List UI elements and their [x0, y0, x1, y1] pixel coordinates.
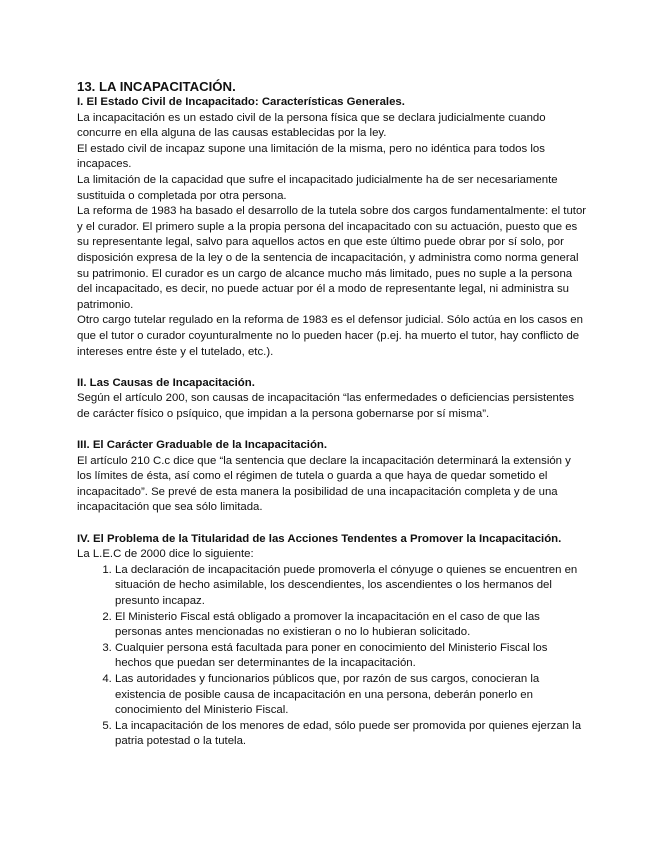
section-1-paragraph-2: El estado civil de incapaz supone una limitación de la misma, pero no idéntica para todos los incapaces. [77, 142, 545, 171]
document-title: 13. LA INCAPACITACIÓN. [77, 79, 236, 94]
list-item: 4. Las autoridades y funcionarios públicos que, por razón de sus cargos, conocieran la existencia de posible causa de incapacitación en una persona, deberán ponerlo en conocimiento del Ministerio Fiscal. [115, 672, 587, 719]
list-item: 5. La incapacitación de los menores de edad, sólo puede ser promovida por quienes ejerzan la patria potestad o la tutela. [115, 719, 587, 750]
spacer [77, 516, 587, 532]
list-item: 1. La declaración de incapacitación puede promoverla el cónyuge o quienes se encuentren en situación de hecho asimilable, los descendientes, los ascendientes o los hermanos del presunto incapaz. [115, 563, 587, 610]
section-3-heading: III. El Carácter Graduable de la Incapacitación. [77, 439, 328, 452]
section-4-intro: La L.E.C de 2000 dice lo siguiente: [77, 548, 254, 561]
spacer [77, 360, 587, 376]
section-2-paragraph-1: Según el artículo 200, son causas de incapacitación “las enfermedades o deficiencias persistentes de carácter físico o psíquico, que impidan a la persona gobernarse por sí misma”. [77, 392, 575, 420]
section-4-heading: IV. El Problema de la Titularidad de las Acciones Tendentes a Promover la Incapacitación. [77, 532, 562, 545]
section-1-heading: I. El Estado Civil de Incapacitado: Características Generales. [77, 96, 405, 108]
list-item: 2. El Ministerio Fiscal está obligado a promover la incapacitación en el caso de que las personas antes mencionadas no existieran o no lo hubieran solicitado. [115, 610, 587, 641]
section-1-paragraph-1: La incapacitación es un estado civil de la persona física que se declara judicialmente cuando concurre en ella alguna de las causas establecidas por la ley. [77, 111, 546, 140]
section-1-paragraph-5: Otro cargo tutelar regulado en la reforma de 1983 es el defensor judicial. Sólo actúa en los casos en que el tutor o curador coyunturalmente no lo pueden hacer (p.ej. ha muerto el tutor, hay conflicto de intereses entre éste y el tutelado, etc.). [77, 314, 583, 358]
list-item: 3. Cualquier persona está facultada para poner en conocimiento del Ministerio Fiscal los hechos que puedan ser determinantes de la incapacitación. [115, 641, 587, 672]
document-page [77, 79, 587, 750]
section-1-paragraph-3: La limitación de la capacidad que sufre el incapacitado judicialmente ha de ser necesariamente sustituida o completada por otra persona. [77, 173, 558, 202]
spacer [77, 422, 587, 438]
section-1-paragraph-4: La reforma de 1983 ha basado el desarrollo de la tutela sobre dos cargos fundamentalmente: el tutor y el curador. El primero suple a la propia persona del incapacitado con su actuación, puesto que es su representante legal, salvo para aquellos actos en que este último puede obrar por sí solo, por disposición expresa de la ley o de la sentencia de incapacitación, y administra como norma general su patrimonio. El curador es un cargo de alcance mucho más limitado, pues no suple a la persona del incapacitado, es decir, no puede actuar por él a modo de representante legal, ni administra su patrimonio. [77, 205, 587, 311]
section-2-heading: II. Las Causas de Incapacitación. [77, 376, 255, 389]
section-4-list [77, 563, 587, 750]
section-3-paragraph-1: El artículo 210 C.c dice que “la sentencia que declare la incapacitación determinará la extensión y los límites de ésta, así como el régimen de tutela o guarda a que haya de quedar sometido el incapacitado”. Se prevé de esta manera la posibilidad de una incapacitación completa y de una incapacitación que sea sólo limitada. [77, 454, 571, 514]
